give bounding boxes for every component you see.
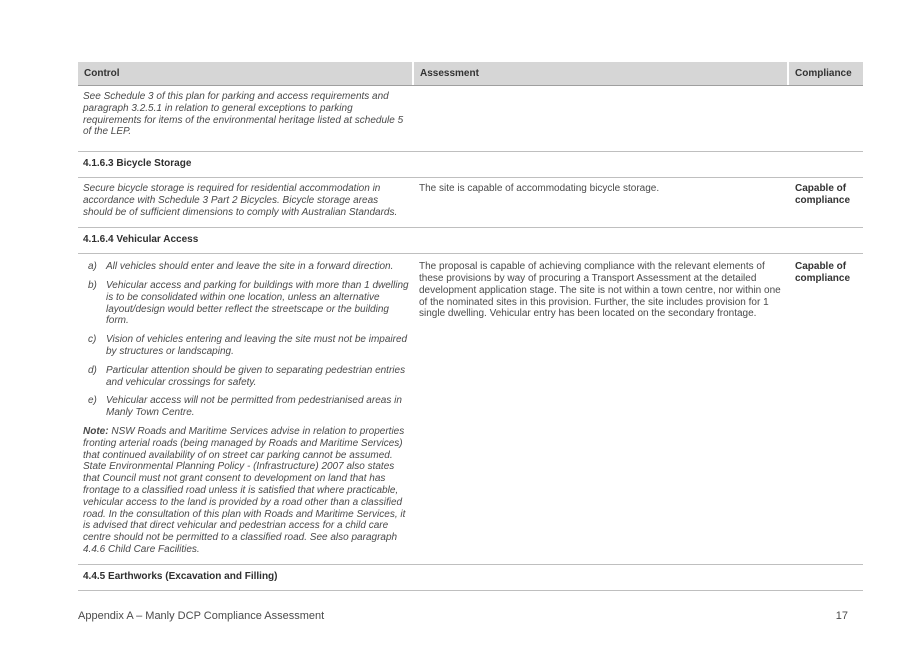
control-list-item-e <box>83 395 410 419</box>
assessment-cell-vehicular: The proposal is capable of achieving compliance with the relevant elements of these provisions by way of procuring a Transport Assessment at the detailed development application stage. The site is not within a town centre, nor within one of the nominated sites in this provision. Further, the site includes provision for 1 single dwelling. Vehicular entry has been located on the secondary frontage. <box>419 261 781 320</box>
compliance-cell-empty <box>791 86 863 151</box>
footer-page-number: 17 <box>835 610 848 622</box>
control-cell-bicycle: Secure bicycle storage is required for residential accommodation in accordance with Schedule 3 Part 2 Bicycles. Bicycle storage areas should be of sufficient dimensions to comply with Australian Standards. <box>83 182 398 218</box>
list-text-e: Vehicular access will not be permitted from pedestrianised areas in Manly Town Centre. <box>106 395 402 419</box>
list-marker-b: b) <box>88 279 97 291</box>
compliance-cell-bicycle: Capable of compliance <box>795 182 851 206</box>
list-marker-e: e) <box>88 395 97 407</box>
table-header-control: Control <box>78 62 414 85</box>
table-row-vehicular-access <box>78 254 863 565</box>
table-header-compliance: Compliance <box>789 62 863 85</box>
control-note-paragraph <box>83 426 410 556</box>
control-list-item-a <box>83 261 410 273</box>
assessment-cell-bicycle: The site is capable of accommodating bicycle storage. <box>419 182 660 194</box>
list-text-d: Particular attention should be given to separating pedestrian entries and vehicular crossings for safety. <box>106 364 406 388</box>
note-text: NSW Roads and Maritime Services advise in relation to properties fronting arterial roads (being managed by Roads and Maritime Services) that continued availability of on street car parking cannot be assumed. State Environmental Planning Policy - (Infrastructure) 2007 also states that Council must not grant consent to development on land that has frontage to a classified road unless it is satisfied that where practicable, vehicular access to the land is provided by a road other than a classified road. In the consultation of this plan with Roads and Maritime Services, it is advised that direct vehicular and pedestrian access for a child care centre should not be permitted to a classified road. See also paragraph 4.4.6 Child Care Facilities. <box>83 425 406 555</box>
list-text-c: Vision of vehicles entering and leaving the site must not be impaired by structures or landscaping. <box>106 334 408 357</box>
assessment-cell-empty <box>414 86 791 151</box>
list-marker-a: a) <box>88 261 97 273</box>
list-marker-d: d) <box>88 364 97 376</box>
table-header-assessment: Assessment <box>414 62 789 85</box>
note-label: Note: <box>83 425 109 437</box>
control-cell-schedule-note: See Schedule 3 of this plan for parking and access requirements and paragraph 3.2.5.1 in relation to general exceptions to parking requirements for items of the environmental heritage listed at schedule 5 of the LEP. <box>83 91 404 138</box>
compliance-cell-vehicular: Capable of compliance <box>795 261 851 284</box>
control-list-item-d <box>83 365 410 389</box>
section-row-vehicular-access: 4.1.6.4 Vehicular Access <box>78 228 863 254</box>
list-text-b: Vehicular access and parking for buildings with more than 1 dwelling is to be consolidated within one location, unless an alternative layout/design would better reflect the streetscape or the building form. <box>106 279 409 327</box>
footer-appendix-title: Appendix A – Manly DCP Compliance Assessment <box>78 610 325 622</box>
table-row-bicycle-storage <box>78 178 863 228</box>
list-text-a: All vehicles should enter and leave the site in a forward direction. <box>106 261 394 273</box>
section-row-earthworks: 4.4.5 Earthworks (Excavation and Filling) <box>78 565 863 591</box>
page-footer <box>78 610 848 623</box>
table-header-row <box>78 62 863 86</box>
compliance-table <box>78 62 863 591</box>
table-row-schedule-note <box>78 86 863 152</box>
control-list-item-b <box>83 280 410 327</box>
list-marker-c: c) <box>88 334 97 346</box>
control-cell-vehicular <box>78 254 414 564</box>
section-row-bicycle-storage: 4.1.6.3 Bicycle Storage <box>78 152 863 178</box>
control-list-item-c <box>83 334 410 358</box>
